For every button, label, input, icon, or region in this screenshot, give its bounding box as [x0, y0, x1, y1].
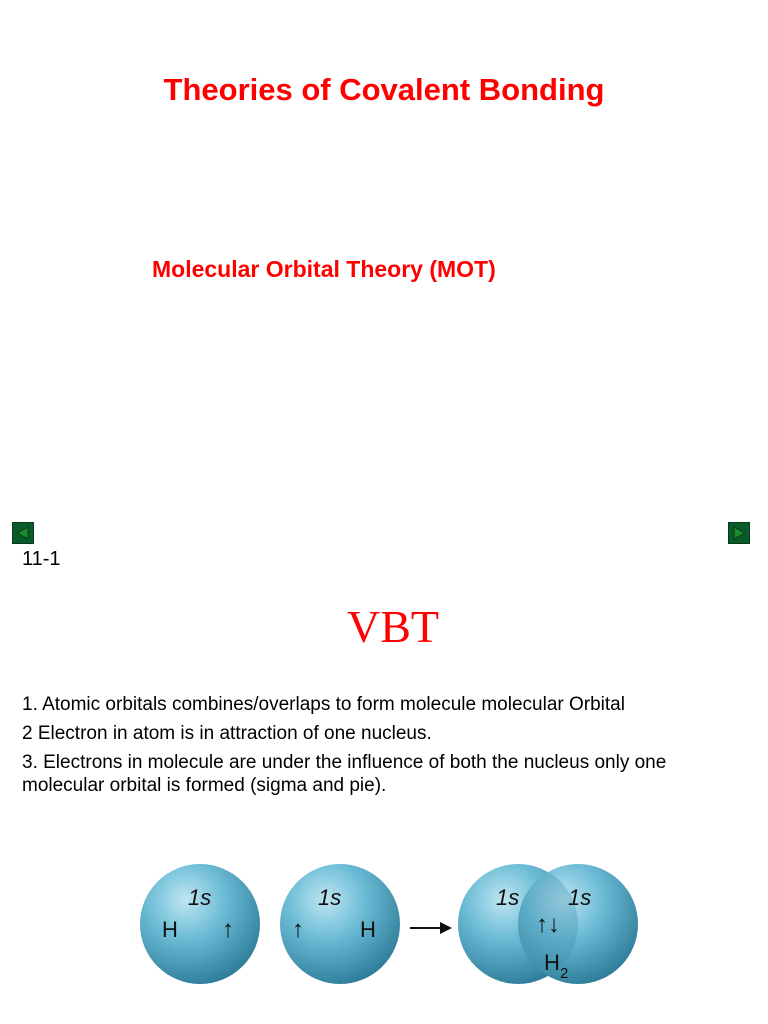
orbital-overlap-figure: [130, 860, 650, 990]
point-3: 3. Electrons in molecule are under the influence of both the nucleus only one molecular orbital is formed (sigma and pie).: [22, 752, 667, 796]
points-list: [22, 693, 742, 803]
prev-slide-button[interactable]: [12, 522, 34, 544]
atom-2-spin: ↑: [292, 916, 304, 943]
atom-2-element: H: [360, 917, 376, 942]
triangle-left-icon: [16, 526, 30, 540]
slide-subtitle: Molecular Orbital Theory (MOT): [152, 256, 496, 282]
molecule-formula: H: [544, 950, 560, 975]
atom-2-orbital: 1s: [318, 885, 342, 910]
triangle-right-icon: [732, 526, 746, 540]
atom-1-orbital: 1s: [188, 885, 212, 910]
point-2: 2 Electron in atom is in attraction of one nucleus.: [22, 723, 432, 744]
reaction-arrow-icon: [410, 922, 452, 934]
slide-title: Theories of Covalent Bonding: [163, 72, 605, 107]
atom-1-element: H: [162, 917, 178, 942]
slide-number: 11-1: [22, 548, 61, 570]
atom-1-sphere: [140, 864, 260, 984]
atom-1-spin: ↑: [222, 916, 234, 943]
next-slide-button[interactable]: [728, 522, 750, 544]
point-1: 1. Atomic orbitals combines/overlaps to form molecule molecular Orbital: [22, 694, 625, 715]
vbt-heading: VBT: [347, 601, 439, 652]
molecule-spin: ↑↓: [536, 911, 560, 938]
molecule-orbital-left: 1s: [496, 885, 520, 910]
molecule-orbital-right: 1s: [568, 885, 592, 910]
molecule-formula-subscript: 2: [560, 965, 569, 982]
